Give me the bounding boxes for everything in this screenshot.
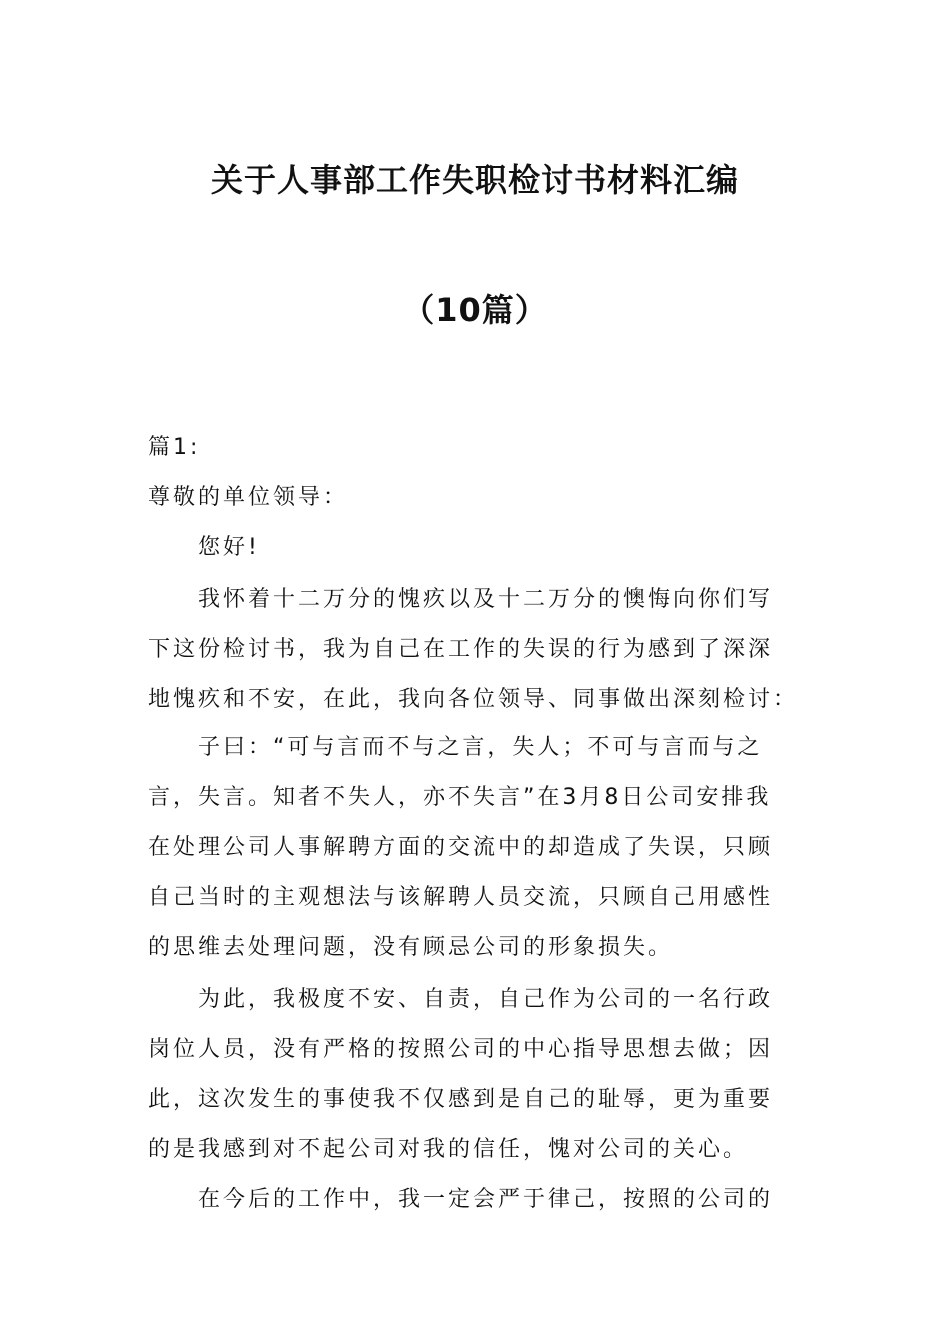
paragraph-line: 地愧疚和不安，在此，我向各位领导、同事做出深刻检讨： bbox=[148, 687, 799, 712]
paragraph-line: 岗位人员，没有严格的按照公司的中心指导思想去做；因 bbox=[148, 1037, 774, 1062]
section-label: 篇1: bbox=[148, 435, 201, 460]
document-subtitle: （10篇） bbox=[402, 291, 548, 329]
greeting: 您好! bbox=[198, 535, 260, 560]
paragraph-line: 的是我感到对不起公司对我的信任，愧对公司的关心。 bbox=[148, 1137, 749, 1162]
paragraph-line: 此，这次发生的事使我不仅感到是自己的耻辱，更为重要 bbox=[148, 1087, 774, 1112]
paragraph-line: 言，失言。知者不失人，亦不失言”在3月8日公司安排我 bbox=[148, 785, 772, 810]
paragraph-line: 在处理公司人事解聘方面的交流中的却造成了失误，只顾 bbox=[148, 835, 774, 860]
paragraph-line: 自己当时的主观想法与该解聘人员交流，只顾自己用感性 bbox=[148, 885, 774, 910]
paragraph-line: 我怀着十二万分的愧疚以及十二万分的懊悔向你们写 bbox=[198, 587, 774, 612]
paragraph-line: 子曰：“可与言而不与之言，失人；不可与言而与之 bbox=[198, 735, 763, 760]
document-title: 关于人事部工作失职检讨书材料汇编 bbox=[210, 161, 739, 199]
paragraph-line: 下这份检讨书，我为自己在工作的失误的行为感到了深深 bbox=[148, 637, 774, 662]
paragraph-line: 在今后的工作中，我一定会严于律己，按照的公司的 bbox=[198, 1187, 774, 1212]
salutation: 尊敬的单位领导： bbox=[148, 485, 349, 510]
paragraph-line: 为此，我极度不安、自责，自己作为公司的一名行政 bbox=[198, 987, 774, 1012]
paragraph-line: 的思维去处理问题，没有顾忌公司的形象损失。 bbox=[148, 935, 674, 960]
